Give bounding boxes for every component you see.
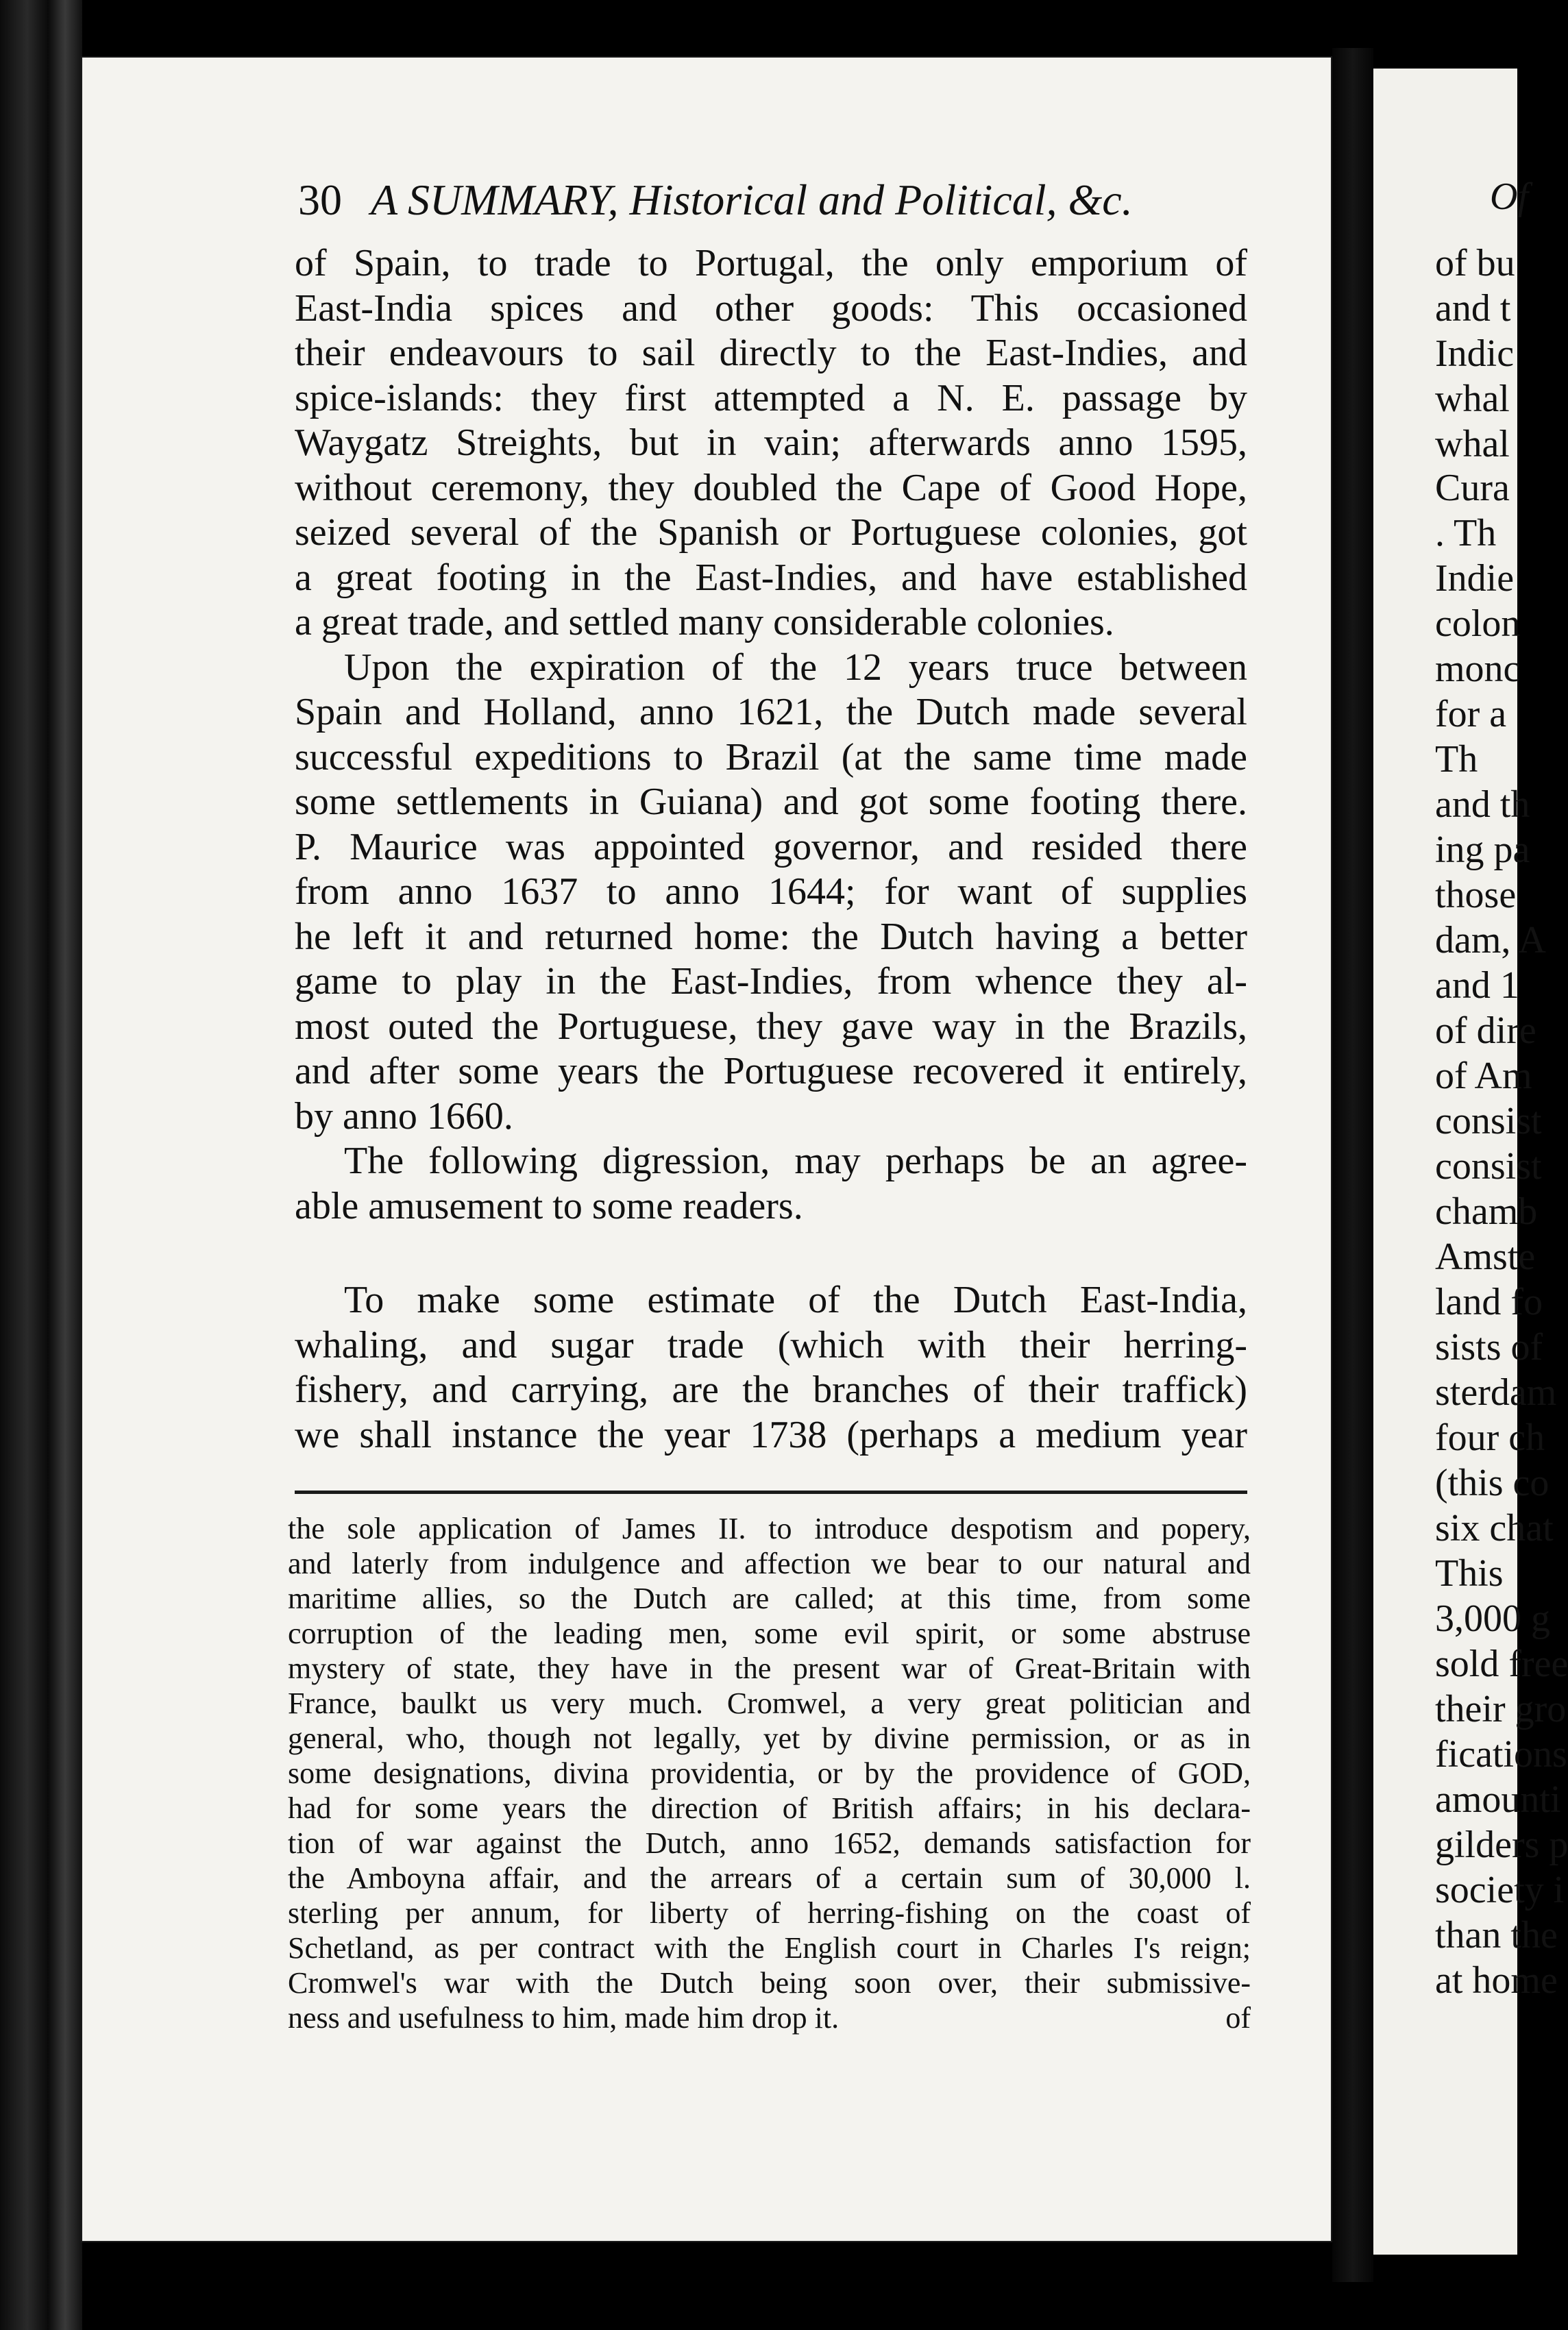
facing-page-text-line: gilders p [1435, 1824, 1568, 1866]
footnote-line: corruption of the leading men, some evil spirit, or some abstruse [288, 1617, 1251, 1650]
facing-page-text-line: sterdam [1435, 1371, 1557, 1414]
text-line: seized several of the Spanish or Portuguese colonies, got [295, 511, 1247, 554]
facing-page-text-line: four ch [1435, 1417, 1545, 1459]
footnote-line: the sole application of James II. to introduce despotism and popery, [288, 1512, 1251, 1545]
facing-page-text-line: (this co [1435, 1462, 1549, 1504]
facing-page-text-line: chamb [1435, 1190, 1538, 1233]
footnote-line: tion of war against the Dutch, anno 1652, demands satisfaction for [288, 1826, 1251, 1860]
footnote-line: and laterly from indulgence and affection we bear to our natural and [288, 1547, 1251, 1580]
running-header [298, 175, 1258, 243]
facing-page-text-line: Cura [1435, 467, 1510, 509]
text-line: their endeavours to sail directly to the East-Indies, and [295, 332, 1247, 374]
facing-page-text-line: Indic [1435, 332, 1515, 375]
facing-page-text-line: 3,000 g [1435, 1597, 1550, 1640]
facing-page-text-line: than the [1435, 1914, 1558, 1957]
facing-page-text-line: consist [1435, 1145, 1542, 1188]
text-line: he left it and returned home: the Dutch having a better [295, 915, 1247, 958]
footnote-line: mystery of state, they have in the present war of Great-Britain with [288, 1652, 1251, 1685]
text-line: able amusement to some readers. [295, 1184, 803, 1227]
text-line: spice-islands: they first attempted a N. E. passage by [295, 376, 1247, 419]
facing-page-text-line: for a [1435, 693, 1507, 735]
text-line: most outed the Portuguese, they gave way in the Brazils, [295, 1005, 1247, 1048]
facing-page-text-line: those [1435, 874, 1517, 916]
footnote-line: France, baulkt us very much. Cromwel, a very great politician and [288, 1687, 1251, 1720]
text-line: some settlements in Guiana) and got some footing there. [295, 781, 1247, 823]
text-line: game to play in the East-Indies, from whence they al- [295, 960, 1247, 1003]
facing-page-text-line: of bu [1435, 242, 1515, 284]
text-line: from anno 1637 to anno 1644; for want of supplies [295, 870, 1247, 913]
facing-page-fragment [1373, 69, 1568, 2255]
text-line: Spain and Holland, anno 1621, the Dutch made several [295, 691, 1247, 733]
facing-page-text-line: of dire [1435, 1009, 1536, 1052]
text-line: P. Maurice was appointed governor, and resided there [295, 825, 1247, 868]
footnote-line: maritime allies, so the Dutch are called; at this time, from some [288, 1582, 1251, 1615]
page-gutter [1332, 48, 1373, 2282]
text-line: a great trade, and settled many considerable colonies. [295, 601, 1114, 643]
text-line: by anno 1660. [295, 1094, 513, 1138]
footnote-line: the Amboyna affair, and the arrears of a certain sum of 30,000 l. [288, 1861, 1251, 1895]
facing-page-text-line: fications [1435, 1733, 1567, 1776]
paragraph-4 [295, 1278, 1247, 1458]
facing-page-text-line: and th [1435, 783, 1530, 826]
text-line: Waygatz Streights, but in vain; afterwards anno 1595, [295, 421, 1247, 464]
facing-page-text-line: dam, A [1435, 919, 1546, 961]
text-line: and after some years the Portuguese recovered it entirely, [295, 1050, 1247, 1092]
facing-page-text-line: whal [1435, 378, 1510, 420]
facing-page-text-line: sists of [1435, 1326, 1543, 1369]
text-line: fishery, and carrying, are the branches of their traffick) [295, 1369, 1247, 1411]
facing-page-text-line: This [1435, 1552, 1504, 1595]
text-line: of Spain, to trade to Portugal, the only emporium of [295, 242, 1247, 284]
text-line: successful expeditions to Brazil (at the same time made [295, 735, 1247, 778]
page-number: 30 [298, 175, 342, 224]
facing-page-text-line: whal [1435, 423, 1510, 465]
facing-page-text-line: Of [1490, 175, 1528, 218]
facing-page-text-line: at home [1435, 1959, 1558, 2002]
facing-page-text-line: colon [1435, 602, 1521, 645]
facing-page-text-line: amounti [1435, 1778, 1561, 1821]
book-binding-edge [0, 0, 82, 2330]
text-line: we shall instance the year 1738 (perhaps a medium year [295, 1413, 1247, 1456]
text-line: East-India spices and other goods: This occasioned [295, 286, 1247, 330]
text-line: To make some estimate of the Dutch East-India, [344, 1279, 1247, 1321]
facing-page-text-line: society i [1435, 1869, 1565, 1911]
facing-page-text-line: six chat [1435, 1507, 1554, 1549]
footnote-last-line: ness and usefulness to him, made him drop it. [288, 2001, 840, 2035]
facing-page-text-line: land fo [1435, 1281, 1543, 1323]
text-line: Upon the expiration of the 12 years truce between [344, 646, 1247, 689]
footnote-line: general, who, though not legally, yet by divine permission, or as in [288, 1721, 1251, 1755]
paragraph-3 [295, 1139, 1247, 1229]
footnote-line: Cromwel's war with the Dutch being soon over, their submissive- [288, 1966, 1251, 2000]
footnote-line: some designations, divina providentia, or by the providence of GOD, [288, 1756, 1251, 1790]
footnote [288, 1511, 1251, 2035]
facing-page-text-line: consist [1435, 1100, 1542, 1142]
facing-page-text-line: and t [1435, 287, 1511, 330]
running-title: A SUMMARY, Historical and Political, &c. [371, 175, 1133, 224]
footnote-line: had for some years the direction of British affairs; in his declara- [288, 1791, 1251, 1825]
paragraph-1 [295, 241, 1247, 646]
facing-page-text-line: ing pa [1435, 829, 1530, 871]
facing-page-text-line: sold free [1435, 1643, 1568, 1685]
main-text [295, 241, 1247, 1458]
facing-page-text-line: their gro [1435, 1688, 1567, 1730]
facing-page-text-line: of Am [1435, 1055, 1532, 1097]
footnote-line: sterling per annum, for liberty of herring-fishing on the coast of [288, 1896, 1251, 1930]
facing-page-text-line: and 1 [1435, 964, 1519, 1007]
text-line: The following digression, may perhaps be an agree- [344, 1140, 1247, 1182]
facing-page-text-line: Indie [1435, 557, 1515, 600]
footnote-rule [295, 1491, 1247, 1494]
catchword: of [1225, 2001, 1251, 2035]
facing-page-text-line: . Th [1435, 512, 1497, 554]
facing-page-text-line: Th [1435, 738, 1478, 781]
facing-page-text-line: Amste [1435, 1236, 1536, 1278]
paragraph-2 [295, 646, 1247, 1140]
facing-page-text-line: monc [1435, 648, 1521, 690]
text-line: a great footing in the East-Indies, and have established [295, 556, 1247, 599]
footnote-line: Schetland, as per contract with the English court in Charles I's reign; [288, 1931, 1251, 1965]
text-line: whaling, and sugar trade (which with their herring- [295, 1323, 1247, 1366]
footnote-line [288, 2000, 1251, 2035]
text-line: without ceremony, they doubled the Cape of Good Hope, [295, 466, 1247, 509]
